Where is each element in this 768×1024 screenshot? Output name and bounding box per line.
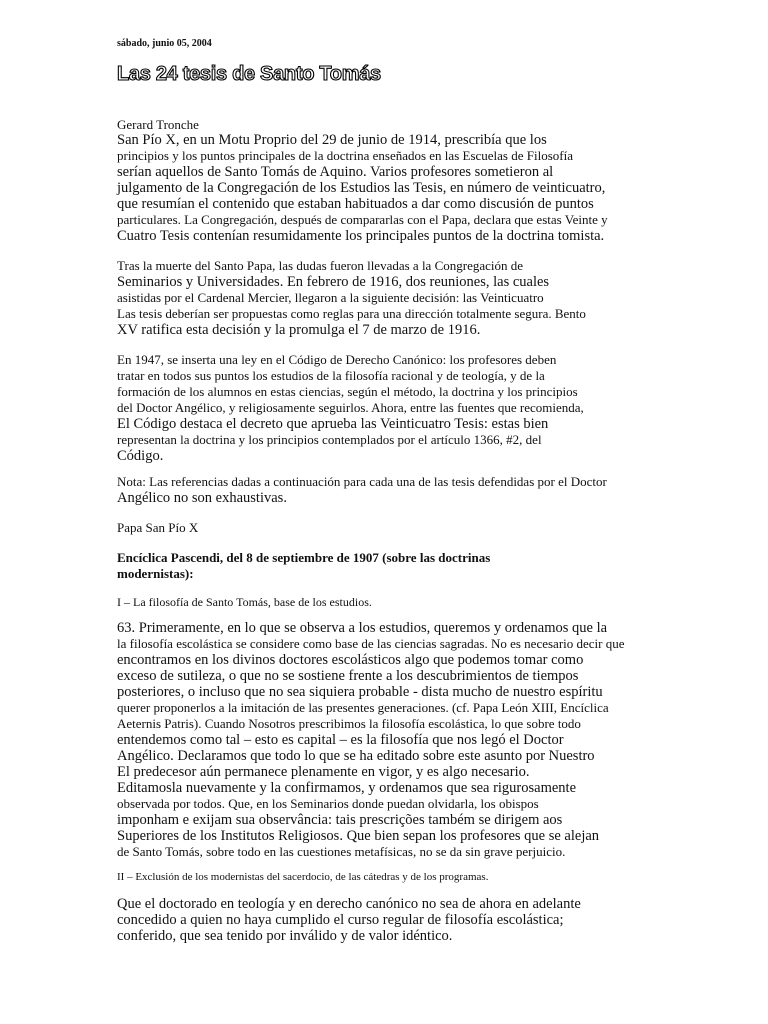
paragraph-codigo xyxy=(117,352,677,464)
text-line: Cuatro Tesis contenían resumidamente los principales puntos de la doctrina tomista. xyxy=(117,228,605,244)
text-line: Que el doctorado en teología y en derecho canónico no sea de ahora en adelante xyxy=(117,896,581,912)
text-line: El predecesor aún permanece plenamente en vigor, y es algo necesario. xyxy=(117,764,530,780)
text-line: del Doctor Angélico, y religiosamente seguirlos. Ahora, entre las fuentes que recomienda, xyxy=(117,400,584,415)
text-line: Seminarios y Universidades. En febrero de 1916, dos reuniones, las cuales xyxy=(117,274,550,290)
text-line: conferido, que sea tenido por inválido y de valor idéntico. xyxy=(117,928,453,944)
text-line: XV ratifica esta decisión y la promulga el 7 de marzo de 1916. xyxy=(117,322,481,338)
section-heading-1: I – La filosofía de Santo Tomás, base de los estudios. xyxy=(117,595,372,609)
paragraph-nota xyxy=(117,474,677,506)
post-title: Las 24 tesis de Santo Tomás xyxy=(117,63,381,85)
text-line: Las tesis deberían ser propuestas como reglas para una dirección totalmente segura. Bento xyxy=(117,306,586,321)
text-line: posteriores, o incluso que no sea siquiera probable - dista mucho de nuestro espíritu xyxy=(117,684,603,700)
document-page xyxy=(117,38,677,944)
paragraph-intro xyxy=(117,132,677,244)
text-line: julgamento de la Congregación de los Estudios las Tesis, en número de veinticuatro, xyxy=(117,180,606,196)
text-line: Tras la muerte del Santo Papa, las dudas fueron llevadas a la Congregación de xyxy=(117,258,524,273)
enciclica-heading xyxy=(117,550,677,582)
text-line: observada por todos. Que, en los Seminarios donde puedan olvidarla, los obispos xyxy=(117,796,539,811)
text-line: San Pío X, en un Motu Proprio del 29 de junio de 1914, prescribía que los xyxy=(117,132,547,148)
author-name: Gerard Tronche xyxy=(117,117,199,132)
papa-label: Papa San Pío X xyxy=(117,520,199,535)
paragraph-muerte-papa xyxy=(117,258,677,338)
paragraph-63 xyxy=(117,620,677,860)
text-line: Código. xyxy=(117,448,164,464)
paragraph-doctorado xyxy=(117,896,677,944)
text-line: exceso de sutileza, o que no se sostiene frente a los descubrimientos de tiempos xyxy=(117,668,579,684)
text-line: concedido a quien no haya cumplido el curso regular de filosofía escolástica; xyxy=(117,912,564,928)
text-line: de Santo Tomás, sobre todo en las cuestiones metafísicas, no se da sin grave perjuicio. xyxy=(117,844,566,859)
text-line: Editamosla nuevamente y la confirmamos, y ordenamos que sea rigurosamente xyxy=(117,780,577,796)
text-line: Nota: Las referencias dadas a continuación para cada una de las tesis defendidas por el Doctor xyxy=(117,474,607,489)
text-line: representan la doctrina y los principios contemplados por el artículo 1366, #2, del xyxy=(117,432,542,447)
section-heading-2: II – Exclusión de los modernistas del sacerdocio, de las cátedras y de los programas. xyxy=(117,871,489,883)
enciclica-line: modernistas): xyxy=(117,566,194,581)
text-line: particulares. La Congregación, después de compararlas con el Papa, declara que estas Veinte y xyxy=(117,212,608,227)
text-line: asistidas por el Cardenal Mercier, llegaron a la siguiente decisión: las Veinticuatro xyxy=(117,290,544,305)
text-line: querer proponerlos a la imitación de las presentes generaciones. (cf. Papa León XIII, Encíclica xyxy=(117,700,609,715)
text-line: 63. Primeramente, en lo que se observa a los estudios, queremos y ordenamos que la xyxy=(117,620,608,636)
text-line: imponham e exijam sua observância: tais prescrições também se dirigem aos xyxy=(117,812,563,828)
text-line: tratar en todos sus puntos los estudios de la filosofía racional y de teología, y de la xyxy=(117,368,545,383)
text-line: entendemos como tal – esto es capital – es la filosofía que nos legó el Doctor xyxy=(117,732,564,748)
text-line: Aeternis Patris). Cuando Nosotros prescribimos la filosofía escolástica, lo que sobre todo xyxy=(117,716,581,731)
text-line: Angélico no son exhaustivas. xyxy=(117,490,287,506)
text-line: que resumían el contenido que estaban habituados a dar como discusión de puntos xyxy=(117,196,594,212)
text-line: principios y los puntos principales de la doctrina enseñados en las Escuelas de Filosofía xyxy=(117,148,573,163)
text-line: En 1947, se inserta una ley en el Código de Derecho Canónico: los profesores deben xyxy=(117,352,557,367)
text-line: formación de los alumnos en estas ciencias, según el método, la doctrina y los principios xyxy=(117,384,578,399)
text-line: encontramos en los divinos doctores escolásticos algo que podemos tomar como xyxy=(117,652,584,668)
text-line: Superiores de los Institutos Religiosos. Que bien sepan los profesores que se alejan xyxy=(117,828,600,844)
enciclica-line: Encíclica Pascendi, del 8 de septiembre de 1907 (sobre las doctrinas xyxy=(117,550,491,565)
text-line: Angélico. Declaramos que todo lo que se ha editado sobre este asunto por Nuestro xyxy=(117,748,595,764)
text-line: la filosofía escolástica se considere como base de las ciencias sagradas. No es necesario decir que xyxy=(117,636,625,651)
text-line: serían aquellos de Santo Tomás de Aquino. Varios profesores sometieron al xyxy=(117,164,554,180)
post-date: sábado, junio 05, 2004 xyxy=(117,38,212,49)
text-line: El Código destaca el decreto que aprueba las Veinticuatro Tesis: estas bien xyxy=(117,416,549,432)
